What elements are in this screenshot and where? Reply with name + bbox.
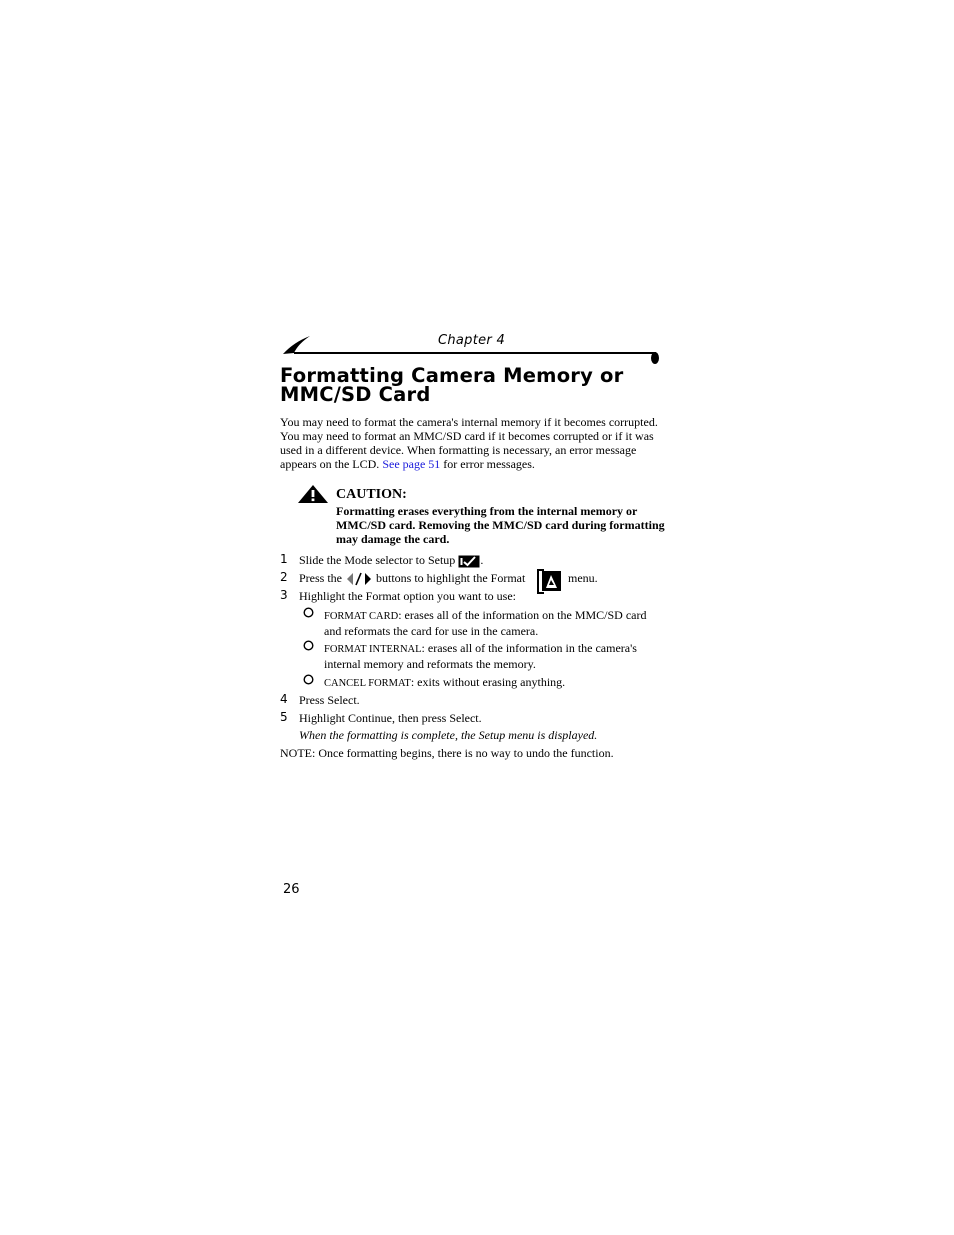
step-number: 1 bbox=[280, 552, 288, 566]
step-number: 2 bbox=[280, 570, 288, 584]
option-cancel-format: CANCEL FORMAT: exits without erasing anything. bbox=[324, 675, 566, 689]
circle-bullet-icon bbox=[303, 640, 314, 651]
caution-text: Formatting erases everything from the internal memory or MMC/SD card. Removing the MMC/SD card during formatting may damage the card. bbox=[336, 504, 665, 546]
chapter-label: Chapter 4 bbox=[438, 333, 506, 348]
format-menu-icon bbox=[536, 568, 562, 594]
option-format-card: FORMAT CARD: erases all of the information on the MMC/SD card and reformats the card for use in the camera. bbox=[324, 608, 647, 638]
chapter-rule bbox=[280, 334, 664, 366]
result-text: When the formatting is complete, the Setup menu is displayed. bbox=[299, 728, 598, 742]
step-number: 4 bbox=[280, 692, 288, 706]
circle-bullet-icon bbox=[303, 607, 314, 618]
circle-bullet-icon bbox=[303, 674, 314, 685]
step-3: Highlight the Format option you want to use: bbox=[299, 589, 516, 603]
see-page-link[interactable]: See page 51 bbox=[382, 457, 441, 471]
intro-paragraph bbox=[280, 415, 660, 471]
page-title: Formatting Camera Memory or MMC/SD Card bbox=[280, 364, 624, 406]
intro-text-end: for error messages. bbox=[440, 457, 535, 471]
step-5: Highlight Continue, then press Select. bbox=[299, 711, 482, 725]
rule-end-dot bbox=[651, 352, 659, 364]
swoosh-icon bbox=[283, 336, 310, 354]
step-number: 3 bbox=[280, 588, 288, 602]
step-2-end: menu. bbox=[568, 571, 598, 585]
option-format-internal: FORMAT INTERNAL: erases all of the information in the camera's internal memory and reformats the memory. bbox=[324, 641, 637, 671]
page-number: 26 bbox=[283, 882, 300, 897]
warning-triangle-icon bbox=[297, 484, 329, 504]
caution-heading: CAUTION: bbox=[336, 487, 407, 502]
step-2: Press the buttons to highlight the Format bbox=[299, 571, 526, 585]
left-right-arrows-icon bbox=[345, 572, 373, 586]
setup-checkmark-icon bbox=[458, 555, 480, 568]
note-text: NOTE: Once formatting begins, there is no way to undo the function. bbox=[280, 746, 614, 760]
intro-text: You may need to format the camera's internal memory if it becomes corrupted. You may need to format an MMC/SD card if it becomes corrupted or if it was used in a different device. When formatting is necessary, an error message appears on the LCD. bbox=[280, 415, 658, 471]
step-4: Press Select. bbox=[299, 693, 360, 707]
step-number: 5 bbox=[280, 710, 288, 724]
step-1: Slide the Mode selector to Setup . bbox=[299, 553, 484, 567]
